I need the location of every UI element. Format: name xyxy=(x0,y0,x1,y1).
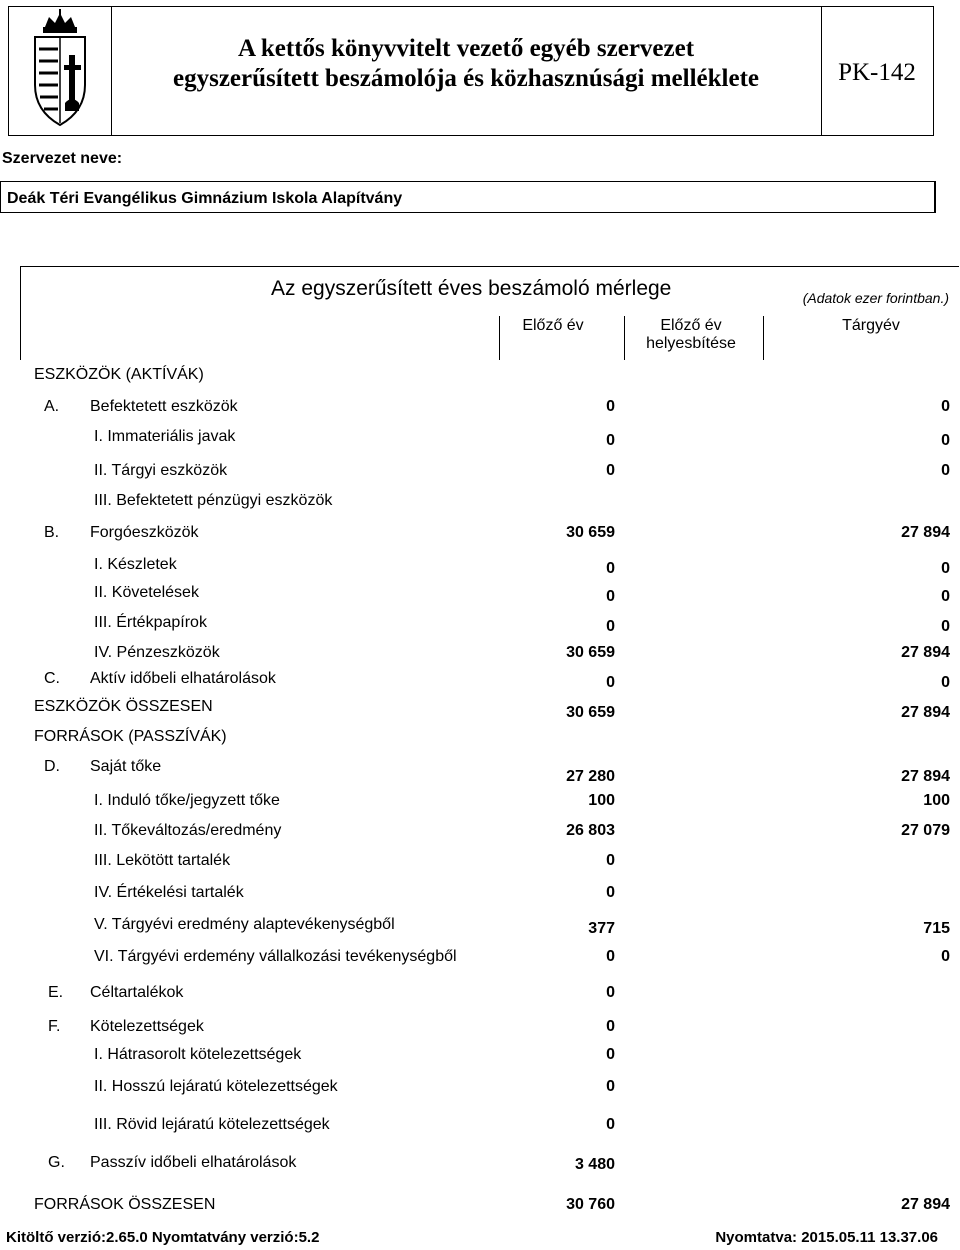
row-code: E. xyxy=(48,984,64,1001)
row-prev-value: 0 xyxy=(606,884,615,901)
row-label: ESZKÖZÖK ÖSSZESEN xyxy=(34,698,213,715)
row-label: Céltartalékok xyxy=(90,984,184,1001)
row-prev-value: 0 xyxy=(606,432,615,449)
row-label: III. Lekötött tartalék xyxy=(94,852,231,869)
row-prev-value: 0 xyxy=(606,948,615,965)
row-prev-value: 30 659 xyxy=(566,704,615,721)
form-title-line1: A kettős könyvvitelt vezető egyéb szervezet xyxy=(237,35,695,62)
coat-of-arms-icon xyxy=(9,7,112,135)
row-label: Kötelezettségek xyxy=(90,1018,204,1035)
row-prev-value: 30 659 xyxy=(566,524,615,541)
column-header-current-year: Tárgyév xyxy=(842,317,900,334)
row-label: III. Rövid lejáratú kötelezettségek xyxy=(94,1116,330,1133)
row-label: I. Készletek xyxy=(94,556,177,573)
row-current-value: 0 xyxy=(941,674,950,691)
row-prev-value: 0 xyxy=(606,1078,615,1095)
row-code: B. xyxy=(44,524,60,541)
row-prev-value: 3 480 xyxy=(574,1156,615,1173)
row-prev-value: 0 xyxy=(606,984,615,1001)
row-label: IV. Értékelési tartalék xyxy=(94,884,244,901)
row-prev-value: 30 760 xyxy=(566,1196,615,1213)
row-label: II. Hosszú lejáratú kötelezettségek xyxy=(94,1078,338,1095)
row-current-value: 0 xyxy=(941,560,950,577)
organization-name-field xyxy=(0,181,936,213)
row-label: IV. Pénzeszközök xyxy=(94,644,220,661)
row-current-value: 27 894 xyxy=(901,768,950,785)
row-prev-value: 0 xyxy=(606,1116,615,1133)
row-label: I. Hátrasorolt kötelezettségek xyxy=(94,1046,302,1063)
form-title-line2: egyszerűsített beszámolója és közhasznúsági melléklete xyxy=(173,65,759,92)
row-label: III. Értékpapírok xyxy=(94,614,207,631)
row-label: III. Befektetett pénzügyi eszközök xyxy=(94,492,333,509)
row-label: FORRÁSOK ÖSSZESEN xyxy=(34,1196,216,1213)
row-prev-value: 0 xyxy=(606,852,615,869)
row-label: V. Tárgyévi eredmény alaptevékenységből xyxy=(94,916,395,933)
organization-label: Szervezet neve: xyxy=(2,150,123,167)
row-label: I. Induló tőke/jegyzett tőke xyxy=(94,792,280,809)
row-current-value: 100 xyxy=(923,792,950,809)
row-label: Aktív időbeli elhatárolások xyxy=(90,670,276,687)
row-current-value: 0 xyxy=(941,588,950,605)
footer-version: Kitöltő verzió:2.65.0 Nyomtatvány verzió:5.2 xyxy=(6,1229,320,1246)
row-current-value: 27 079 xyxy=(901,822,950,839)
row-label: Passzív időbeli elhatárolások xyxy=(90,1154,297,1171)
assets-heading: ESZKÖZÖK (AKTÍVÁK) xyxy=(34,366,204,383)
row-code: C. xyxy=(44,670,60,687)
row-current-value: 27 894 xyxy=(901,704,950,721)
form-code: PK-142 xyxy=(838,59,916,86)
row-current-value: 715 xyxy=(923,920,950,937)
row-label: Befektetett eszközök xyxy=(90,398,238,415)
row-label: Forgóeszközök xyxy=(90,524,199,541)
row-current-value: 27 894 xyxy=(901,524,950,541)
row-label: VI. Tárgyévi erdemény vállalkozási tevékenységből xyxy=(94,948,457,965)
row-prev-value: 0 xyxy=(606,1046,615,1063)
row-current-value: 27 894 xyxy=(901,1196,950,1213)
row-prev-value: 0 xyxy=(606,1018,615,1035)
row-current-value: 0 xyxy=(941,948,950,965)
row-code: G. xyxy=(48,1154,65,1171)
column-header-prev-year-adj-2: helyesbítése xyxy=(646,335,736,352)
row-code: A. xyxy=(44,398,60,415)
balance-title: Az egyszerűsített éves beszámoló mérlege xyxy=(271,277,672,300)
row-prev-value: 0 xyxy=(606,398,615,415)
row-current-value: 0 xyxy=(941,462,950,479)
form-header xyxy=(8,6,934,136)
footer-printed: Nyomtatva: 2015.05.11 13.37.06 xyxy=(715,1229,938,1246)
row-current-value: 27 894 xyxy=(901,644,950,661)
row-current-value: 0 xyxy=(941,398,950,415)
row-prev-value: 0 xyxy=(606,618,615,635)
row-code: D. xyxy=(44,758,60,775)
row-prev-value: 27 280 xyxy=(566,768,615,785)
row-prev-value: 0 xyxy=(606,560,615,577)
row-prev-value: 377 xyxy=(588,920,615,937)
row-code: F. xyxy=(48,1018,61,1035)
row-prev-value: 0 xyxy=(606,588,615,605)
row-label: II. Követelések xyxy=(94,584,199,601)
row-label: II. Tőkeváltozás/eredmény xyxy=(94,822,282,839)
balance-header xyxy=(20,266,959,360)
row-label: I. Immateriális javak xyxy=(94,428,236,445)
column-header-prev-year-adj-1: Előző év xyxy=(660,317,722,334)
row-prev-value: 0 xyxy=(606,674,615,691)
row-prev-value: 100 xyxy=(588,792,615,809)
organization-name: Deák Téri Evangélikus Gimnázium Iskola Alapítvány xyxy=(7,190,403,207)
column-header-prev-year: Előző év xyxy=(522,317,584,334)
row-label: Saját tőke xyxy=(90,758,162,775)
row-current-value: 0 xyxy=(941,432,950,449)
row-current-value: 0 xyxy=(941,618,950,635)
unit-note: (Adatok ezer forintban.) xyxy=(802,290,949,306)
row-prev-value: 0 xyxy=(606,462,615,479)
row-prev-value: 26 803 xyxy=(566,822,615,839)
row-label: II. Tárgyi eszközök xyxy=(94,462,228,479)
row-prev-value: 30 659 xyxy=(566,644,615,661)
row-label: FORRÁSOK (PASSZÍVÁK) xyxy=(34,728,227,745)
